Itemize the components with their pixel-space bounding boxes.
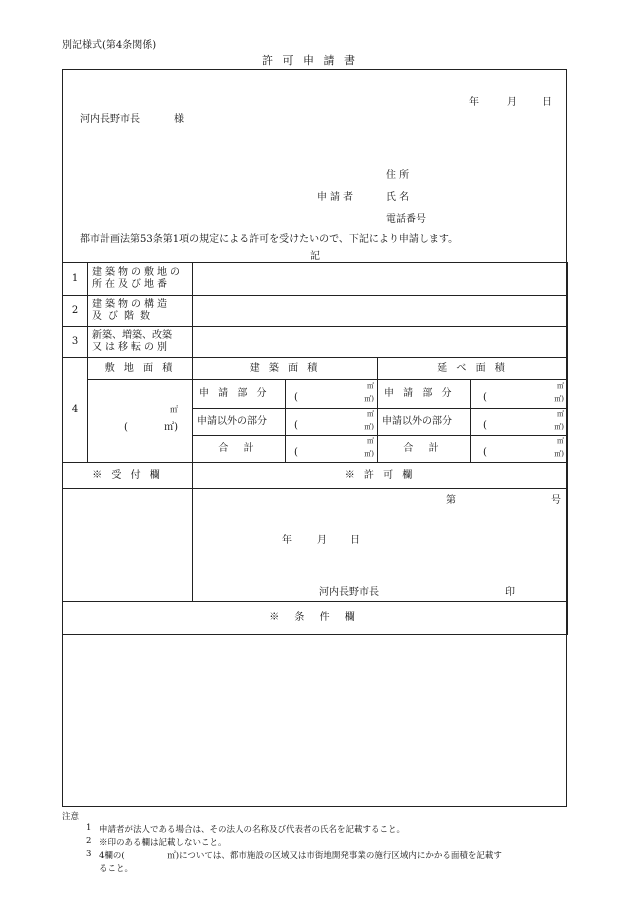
- permit-header: ※ 許 可 欄: [193, 463, 568, 489]
- other-portion-label: 申請以外の部分: [378, 409, 471, 436]
- note-text: 4欄の( ㎡)については、都市施設の区域又は市街地開発事業の施行区域内にかかる面積を記載す: [99, 851, 502, 861]
- total-label: 合 計: [378, 436, 471, 463]
- note-number: 2: [86, 836, 92, 846]
- conditions-header: ※ 条 件 欄: [63, 602, 568, 635]
- note-number: 3: [86, 849, 92, 859]
- notes-heading: 注意: [62, 812, 80, 822]
- application-table: [62, 262, 568, 635]
- row-office-headers: [63, 463, 568, 489]
- note-text: ※印のある欄は記載しないこと。: [99, 838, 227, 848]
- site-location-input[interactable]: [193, 263, 568, 296]
- building-other-input[interactable]: ( ㎡ ㎡): [286, 409, 378, 436]
- row-structure: [63, 296, 568, 327]
- ki-label: 記: [310, 251, 320, 262]
- floor-total-input[interactable]: ( ㎡ ㎡): [471, 436, 568, 463]
- row-label: 建築物の構造 及び階数: [88, 296, 193, 327]
- row-number: 2: [63, 296, 88, 327]
- date-month-label: 月: [507, 97, 517, 108]
- applicant-label: 申請者: [317, 192, 356, 203]
- reception-box: [63, 489, 193, 602]
- construction-type-input[interactable]: [193, 327, 568, 358]
- permit-date-year: 年: [282, 535, 292, 546]
- row-number: 4: [63, 358, 88, 463]
- reception-header: ※ 受 付 欄: [63, 463, 193, 489]
- permit-mayor: 河内長野市長: [319, 587, 379, 598]
- application-statement: 都市計画法第53条第1項の規定による許可を受けたいので、下記により申請します。: [80, 234, 459, 245]
- seal-label: 印: [505, 587, 515, 598]
- row-area-headers: [63, 358, 568, 380]
- floor-applied-input[interactable]: ( ㎡ ㎡): [471, 380, 568, 409]
- building-area-header: 建 築 面 積: [193, 358, 378, 380]
- applicant-address-label: 住 所: [386, 170, 410, 181]
- applied-portion-label: 申 請 部 分: [378, 380, 471, 409]
- row-number: 1: [63, 263, 88, 296]
- permit-date-month: 月: [317, 535, 327, 546]
- addressee-name: 河内長野市長: [80, 114, 140, 125]
- total-floor-area-header: 延 べ 面 積: [378, 358, 568, 380]
- permit-number-prefix: 第: [446, 495, 456, 506]
- row-site-location: [63, 263, 568, 296]
- note-continuation: ること。: [99, 864, 134, 874]
- form-title: 許 可 申 請 書: [262, 54, 358, 67]
- date-day-label: 日: [542, 97, 552, 108]
- building-total-input[interactable]: ( ㎡ ㎡): [286, 436, 378, 463]
- row-number: 3: [63, 327, 88, 358]
- row-construction-type: [63, 327, 568, 358]
- permit-box: [193, 489, 568, 602]
- total-label: 合 計: [193, 436, 286, 463]
- date-year-label: 年: [469, 97, 479, 108]
- building-applied-input[interactable]: ( ㎡ ㎡): [286, 380, 378, 409]
- row-office-use: [63, 489, 568, 602]
- row-label: 建築物の敷地の 所在及び地番: [88, 263, 193, 296]
- applicant-phone-label: 電話番号: [386, 214, 426, 225]
- applied-portion-label: 申 請 部 分: [193, 380, 286, 409]
- permit-date-day: 日: [350, 535, 360, 546]
- other-portion-label: 申請以外の部分: [193, 409, 286, 436]
- note-text: 申請者が法人である場合は、その法人の名称及び代表者の氏名を記載すること。: [99, 825, 406, 835]
- addressee-honorific: 様: [174, 114, 184, 125]
- note-number: 1: [86, 823, 92, 833]
- row-area-applied: [63, 380, 568, 409]
- structure-input[interactable]: [193, 296, 568, 327]
- site-area-input[interactable]: ㎡ ( ㎡): [88, 380, 193, 463]
- row-conditions-header: [63, 602, 568, 635]
- row-label: 新築、増築、改築 又は移転の別: [88, 327, 193, 358]
- site-area-header: 敷 地 面 積: [88, 358, 193, 380]
- floor-other-input[interactable]: ( ㎡ ㎡): [471, 409, 568, 436]
- applicant-name-label: 氏 名: [386, 192, 410, 203]
- form-reference: 別記様式(第4条関係): [62, 40, 157, 51]
- permit-number-suffix: 号: [551, 495, 561, 506]
